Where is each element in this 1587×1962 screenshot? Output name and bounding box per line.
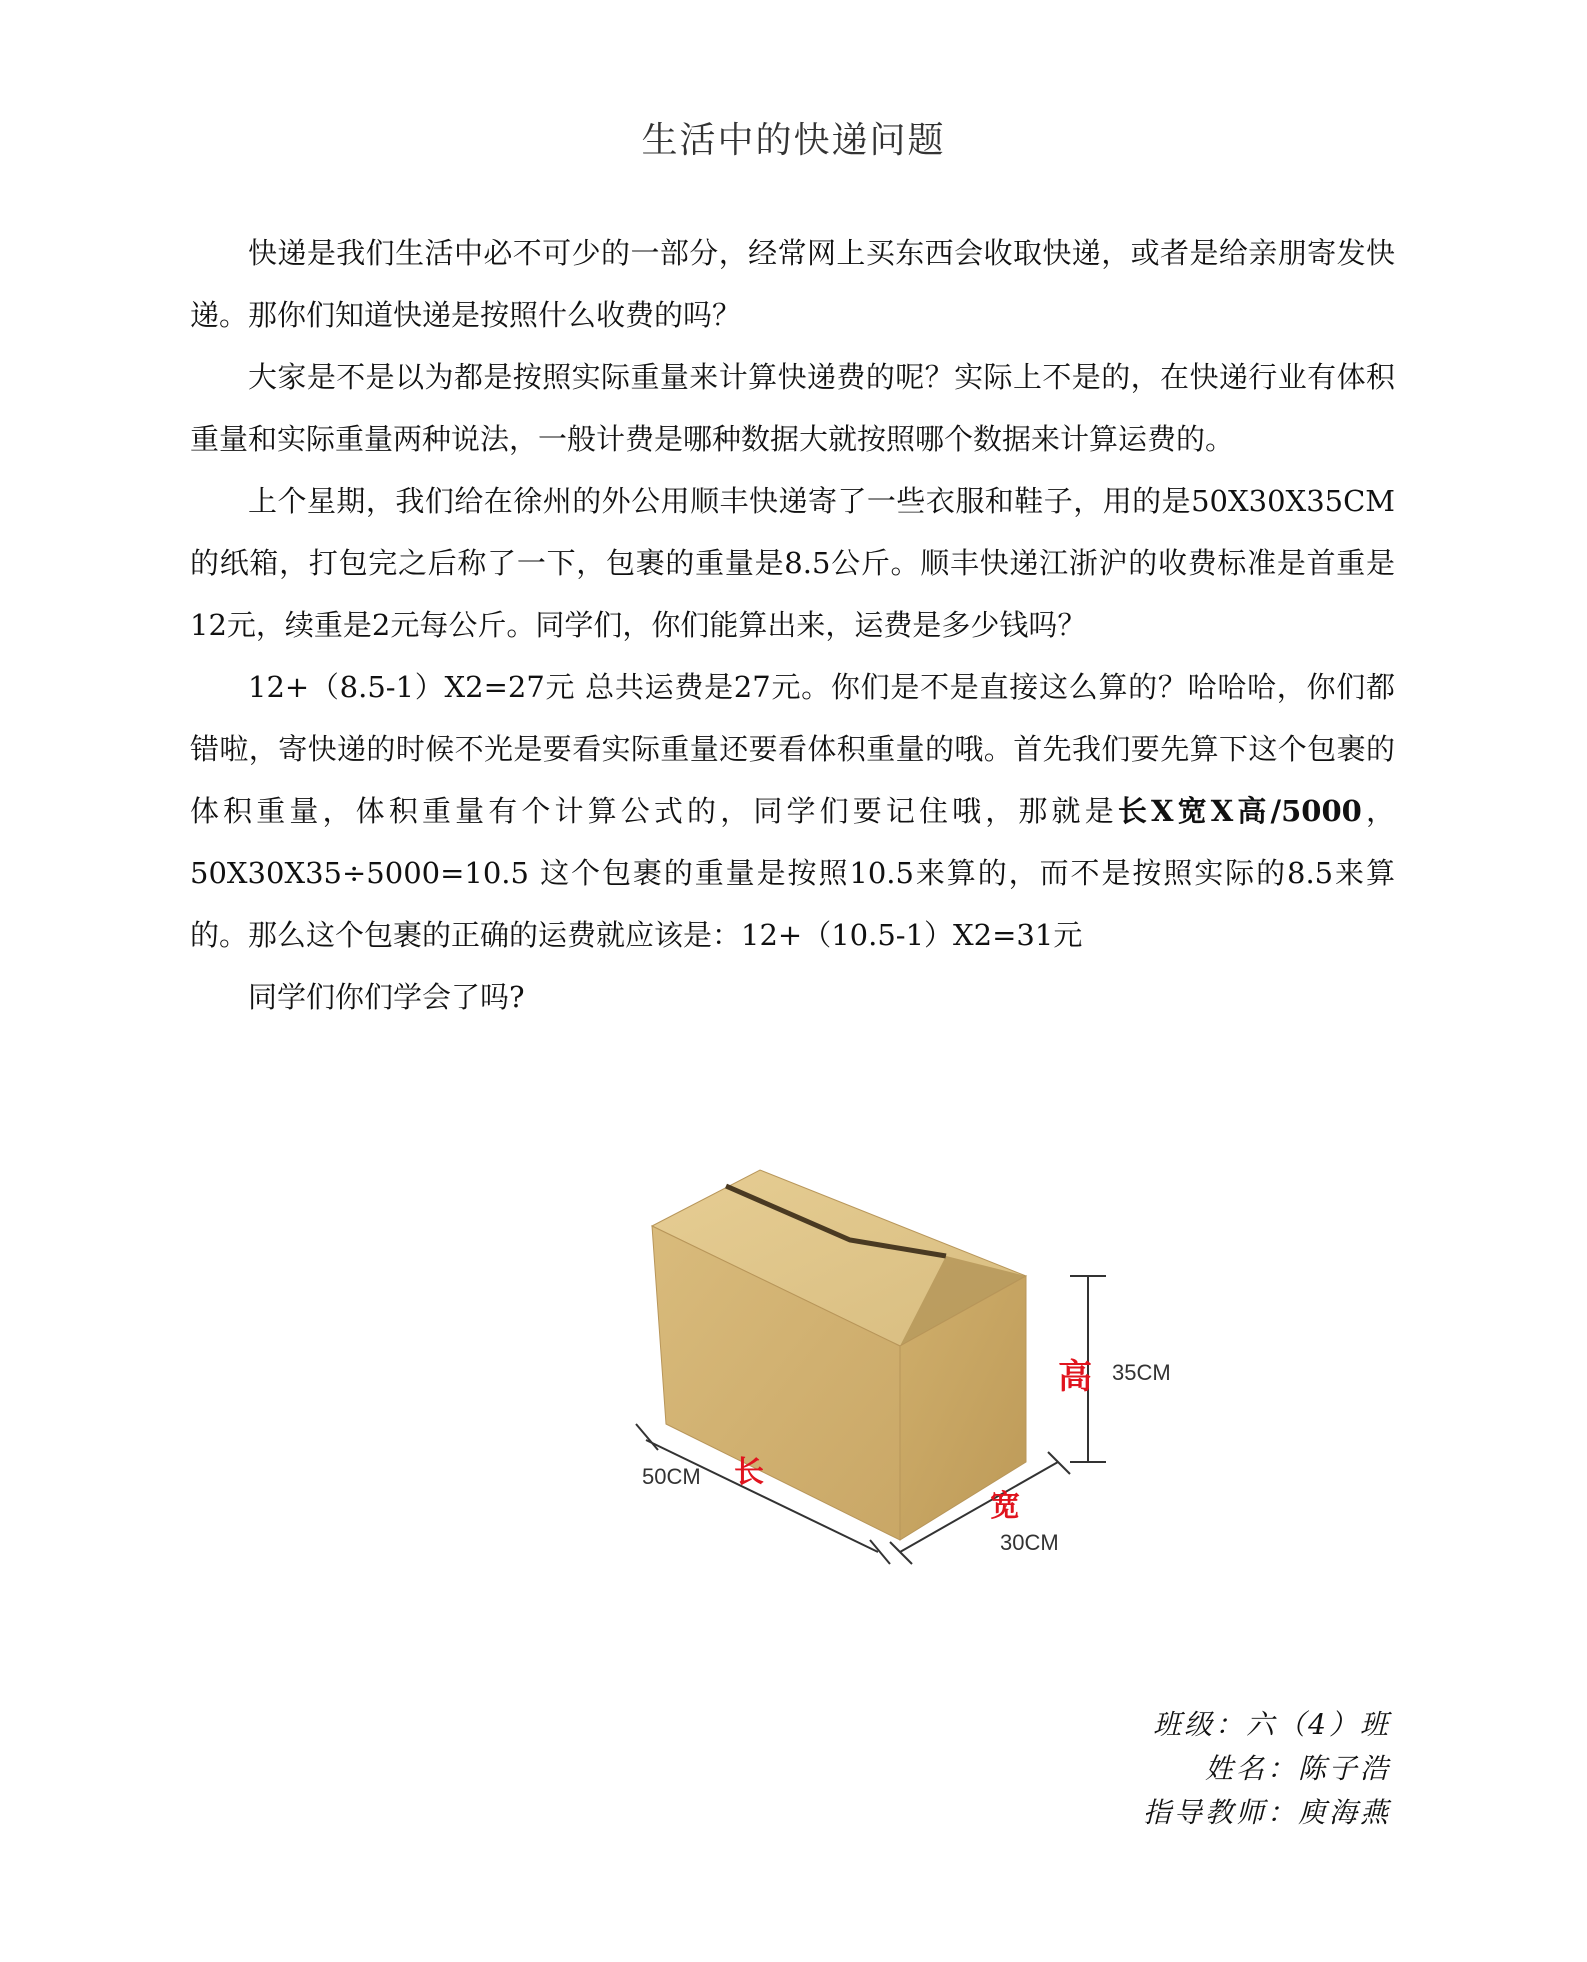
width-value: 30CM <box>1000 1530 1059 1555</box>
height-value: 35CM <box>1112 1360 1171 1385</box>
name-line: 姓名：陈子浩 <box>1204 1752 1391 1785</box>
teacher-line: 指导教师：庾海燕 <box>1142 1796 1391 1829</box>
author-info <box>1143 1703 1391 1835</box>
width-tick-left <box>890 1542 912 1564</box>
volume-formula: 长X宽X高/5000 <box>1117 794 1362 828</box>
paragraph-4-part-b: ，50X30X35÷5000=10.5 这个包裹的重量是按照10.5来算的，而不是按照实际的8.5来算的。那么这个包裹的正确的运费就应该是：12+（10.5-1）X2=31元 <box>190 794 1395 952</box>
width-tick-right <box>1048 1452 1070 1474</box>
paragraph-4 <box>190 656 1395 966</box>
page-title: 生活中的快递问题 <box>641 120 946 161</box>
length-tick-right <box>870 1540 890 1564</box>
class-line: 班级：六（4）班 <box>1153 1708 1391 1741</box>
paragraph-2: 大家是不是以为都是按照实际重量来计算快递费的呢？实际上不是的，在快递行业有体积重量和实际重量两种说法，一般计费是哪种数据大就按照哪个数据来计算运费的。 <box>190 360 1395 456</box>
cardboard-box-illustration <box>600 1150 1240 1570</box>
paragraph-3: 上个星期，我们给在徐州的外公用顺丰快递寄了一些衣服和鞋子，用的是50X30X35CM的纸箱，打包完之后称了一下，包裹的重量是8.5公斤。顺丰快递江浙沪的收费标准是首重是12元，续重是2元每公斤。同学们，你们能算出来，运费是多少钱吗？ <box>190 484 1395 642</box>
paragraph-1: 快递是我们生活中必不可少的一部分，经常网上买东西会收取快递，或者是给亲朋寄发快递。那你们知道快递是按照什么收费的吗？ <box>190 236 1395 332</box>
width-char: 宽 <box>990 1489 1020 1524</box>
paragraph-4-part-a: 12+（8.5-1）X2=27元 总共运费是27元。你们是不是直接这么算的？哈哈哈，你们都错啦，寄快递的时候不光是要看实际重量还要看体积重量的哦。首先我们要先算下这个包裹的体积重量，体积重量有个计算公式的，同学们要记住哦，那就是 <box>190 670 1395 828</box>
length-char: 长 <box>734 1455 764 1490</box>
length-tick-left <box>636 1424 658 1450</box>
length-value: 50CM <box>642 1464 701 1489</box>
paragraph-5: 同学们你们学会了吗? <box>248 980 525 1014</box>
height-char: 高 <box>1058 1357 1092 1397</box>
article-body <box>190 222 1395 1028</box>
